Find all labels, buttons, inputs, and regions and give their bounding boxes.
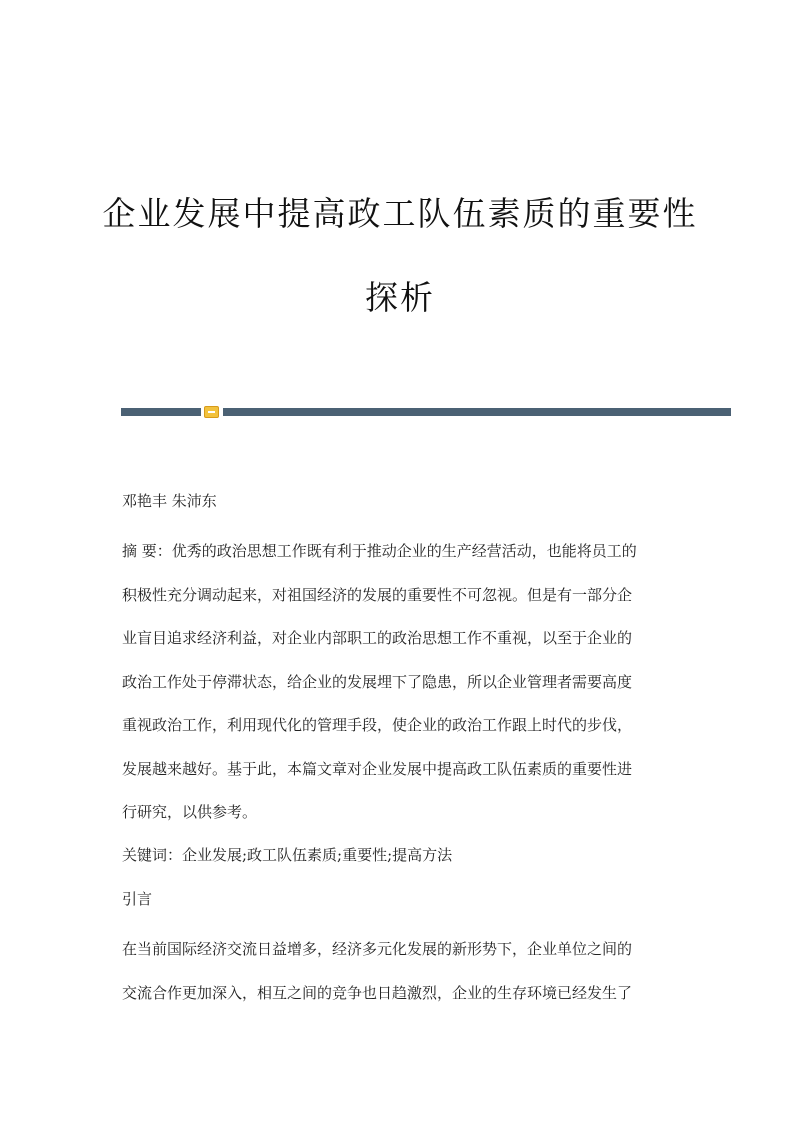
divider-right — [223, 408, 731, 416]
intro-heading: 引言 — [122, 890, 153, 908]
intro-line-2: 交流合作更加深入，相互之间的竞争也日趋激烈，企业的生存环境已经发生了 — [122, 984, 633, 1002]
divider-left — [121, 408, 201, 416]
abstract-line-1: 摘 要：优秀的政治思想工作既有利于推动企业的生产经营活动，也能将员工的 — [122, 542, 637, 560]
abstract-line-7: 行研究，以供参考。 — [122, 803, 258, 821]
keywords: 关键词：企业发展;政工队伍素质;重要性;提高方法 — [122, 846, 453, 864]
document-icon — [204, 406, 219, 418]
abstract-line-4: 政治工作处于停滞状态，给企业的发展埋下了隐患，所以企业管理者需要高度 — [122, 673, 633, 691]
title-line-1: 企业发展中提高政工队伍素质的重要性 — [102, 194, 698, 233]
abstract-line-3: 业盲目追求经济利益，对企业内部职工的政治思想工作不重视，以至于企业的 — [122, 629, 633, 647]
intro-line-1: 在当前国际经济交流日益增多，经济多元化发展的新形势下，企业单位之间的 — [122, 940, 633, 958]
abstract-line-5: 重视政治工作，利用现代化的管理手段，使企业的政治工作跟上时代的步伐， — [122, 716, 633, 734]
abstract-line-6: 发展越来越好。基于此，本篇文章对企业发展中提高政工队伍素质的重要性进 — [122, 760, 633, 778]
authors: 邓艳丰 朱沛东 — [122, 492, 217, 510]
title-line-2: 探析 — [365, 278, 435, 317]
abstract-line-2: 积极性充分调动起来，对祖国经济的发展的重要性不可忽视。但是有一部分企 — [122, 586, 633, 604]
